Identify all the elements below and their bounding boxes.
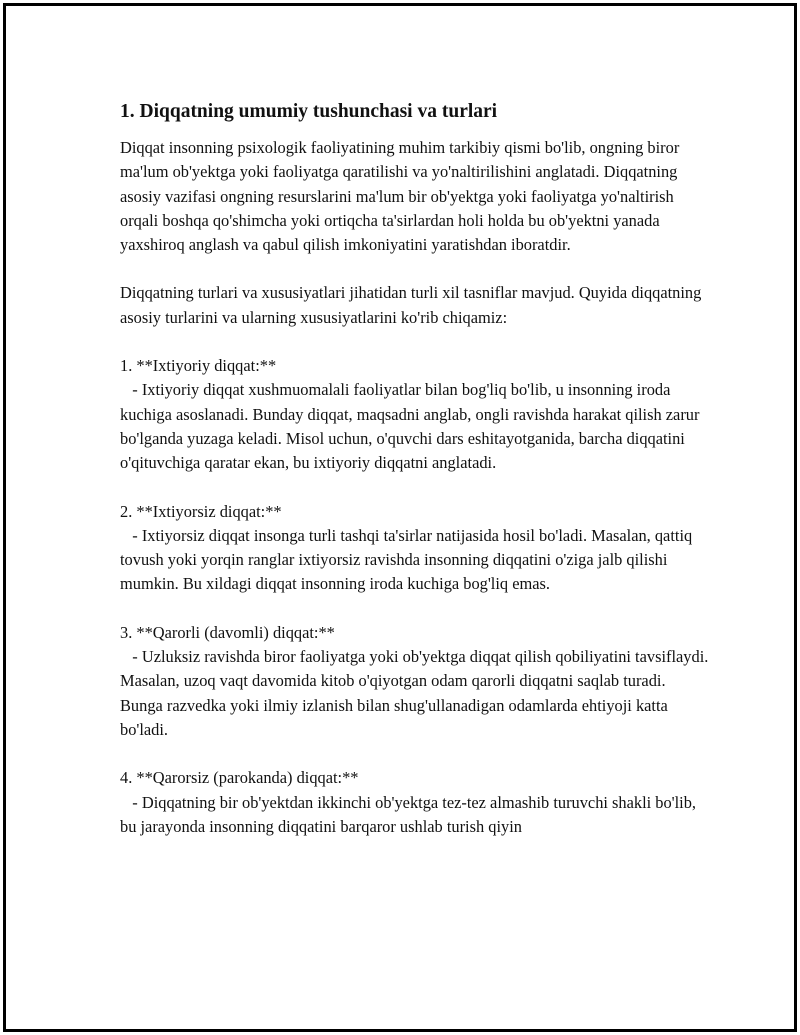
types-intro-paragraph: Diqqatning turlari va xususiyatlari jihatidan turli xil tasniflar mavjud. Quyida diqqatning asosiy turlarini va ularning xususiyatlarini ko'rib chiqamiz: [120, 283, 702, 327]
list-item-body: - Ixtiyorsiz diqqat insonga turli tashqi ta'sirlar natijasida hosil bo'ladi. Masalan, qattiq tovush yoki yorqin ranglar ixtiyorsiz ravishda insonning diqqatini o'ziga jalb qilishi mumkin. Bu xildagi diqqat insonning iroda kuchiga bog'liq emas. [120, 525, 697, 594]
list-item-sustained-attention [120, 621, 713, 742]
intro-paragraph: Diqqat insonning psixologik faoliyatining muhim tarkibiy qismi bo'lib, ongning biror ma'lum ob'yektga yoki faoliyatga qaratilishi va yo'naltirilishini anglatadi. Diqqatning asosiy vazifasi ongning resurslarini ma'lum bir ob'yektga yoki faoliyatga yo'naltirish orqali boshqa qo'shimcha yoki ortiqcha ta'sirlardan holi holda bu ob'yektni yanada yaxshiroq anglash va qabul qilish imkoniyatini yaratishdan iboratdir. [120, 138, 680, 255]
page-frame [3, 3, 797, 1032]
list-item-heading: 2. **Ixtiyorsiz diqqat:** [120, 501, 282, 521]
list-item-body: - Uzluksiz ravishda biror faoliyatga yoki ob'yektga diqqat qilish qobiliyatini tavsiflaydi. Masalan, uzoq vaqt davomida kitob o'qiyotgan odam qarorli diqqatni saqlab turadi. Bunga razvedka yoki ilmiy izlanish bilan shug'ullanadigan odamlarda ehtiyoji katta bo'ladi. [120, 647, 713, 739]
list-item-body: - Ixtiyoriy diqqat xushmuomalali faoliyatlar bilan bog'liq bo'lib, u insonning iroda kuchiga asoslanadi. Bunday diqqat, maqsadni anglab, ongli ravishda harakat qilish zarur bo'lganda yuzaga keladi. Misol uchun, o'quvchi dars eshitayotganida, barcha diqqatini o'qituvchiga qaratar ekan, bu ixtiyoriy diqqatni anglatadi. [120, 380, 704, 473]
section-heading: 1. Diqqatning umumiy tushunchasi va turlari [120, 101, 498, 122]
document-content [120, 98, 713, 863]
list-item-heading: 3. **Qarorli (davomli) diqqat:** [120, 622, 335, 642]
list-item-heading: 1. **Ixtiyoriy diqqat:** [120, 356, 277, 376]
list-item-involuntary-attention [120, 500, 710, 597]
list-item-body: - Diqqatning bir ob'yektdan ikkinchi ob'yektga tez-tez almashib turuvchi shakli bo'lib, bu jarayonda insonning diqqatini barqaror ushlab turish qiyin [120, 792, 701, 836]
list-item-unstable-attention [120, 766, 710, 839]
list-item-heading: 4. **Qarorsiz (parokanda) diqqat:** [120, 768, 359, 788]
list-item-voluntary-attention [120, 354, 710, 475]
